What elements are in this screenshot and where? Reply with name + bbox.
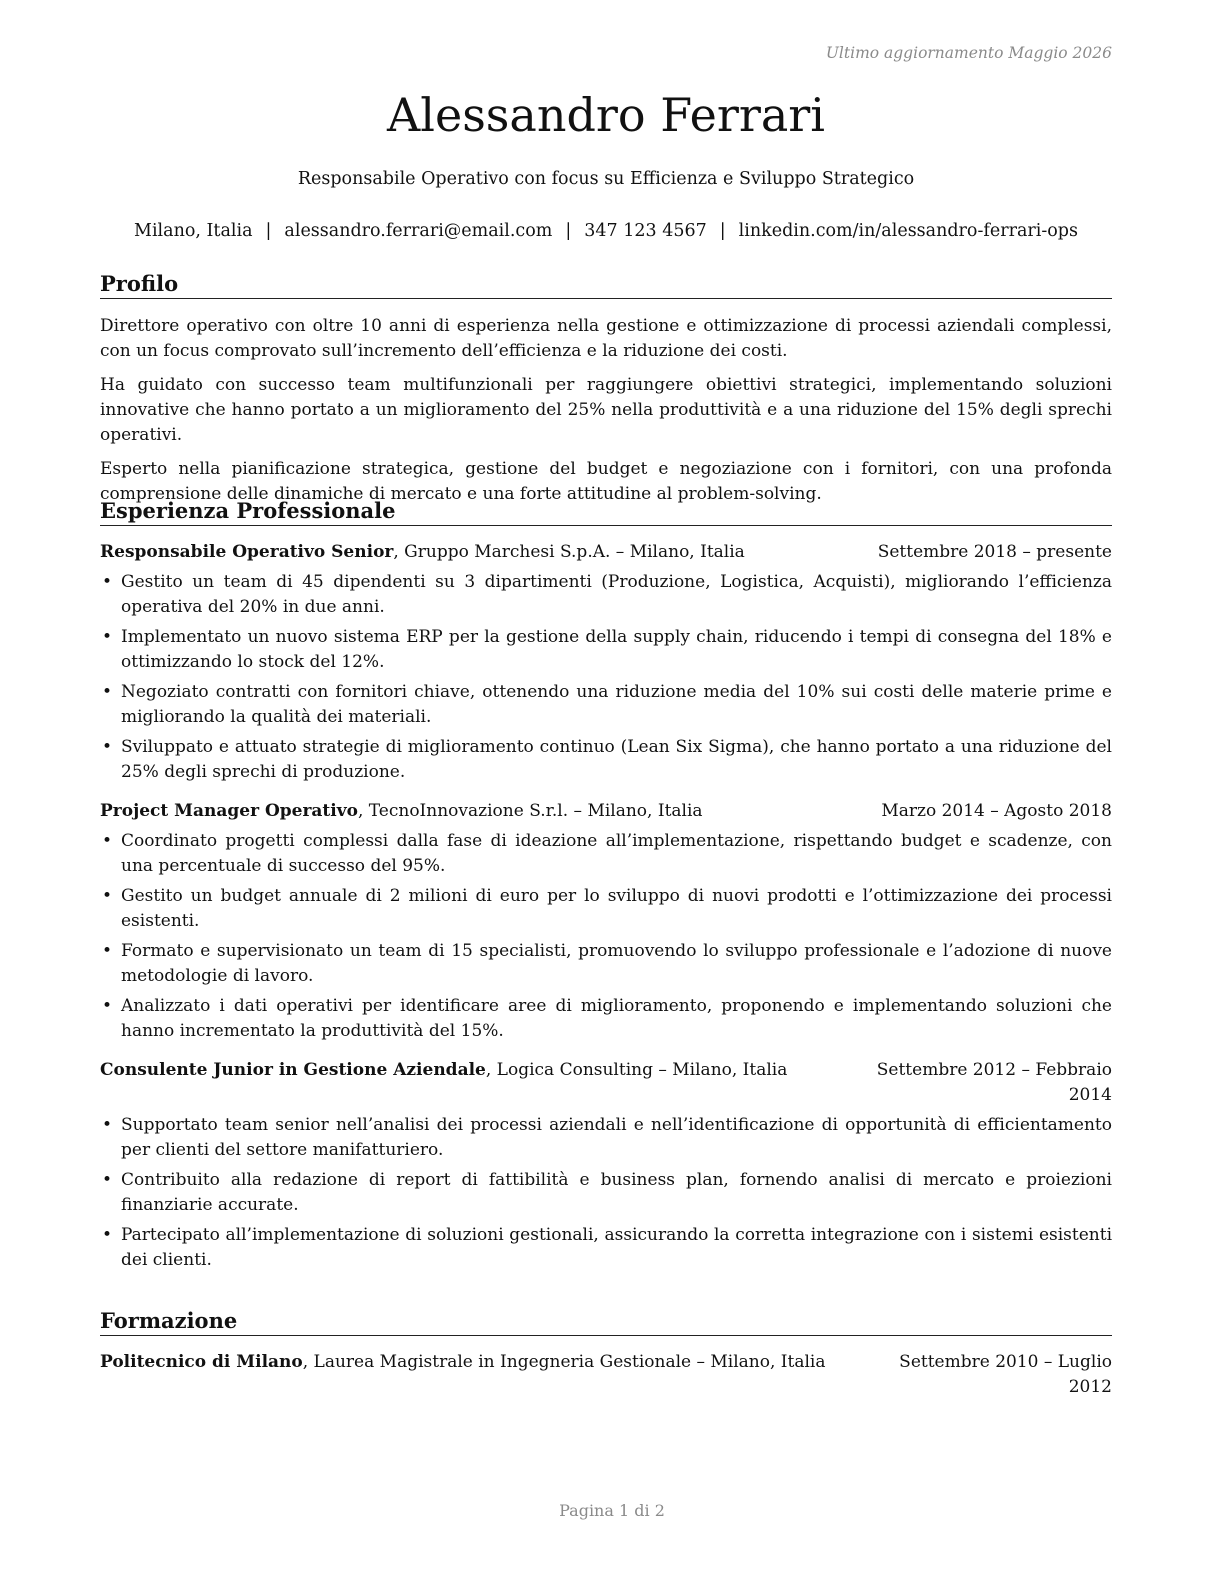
profile-paragraph: Ha guidato con successo team multifunzionali per raggiungere obiettivi strategici, implementando soluzioni innovative che hanno portato a un miglioramento del 25% nella produttività e a una riduzione del 15% degli sprechi operativi. (100, 375, 1112, 445)
education-degree: , Laurea Magistrale in Ingegneria Gestionale – Milano, Italia (302, 1352, 826, 1372)
job-dates: Marzo 2014 – Agosto 2018 (881, 801, 1112, 821)
list-item (100, 1168, 1112, 1218)
education-title-line (100, 1350, 825, 1400)
list-item (100, 829, 1112, 879)
job-title-line (100, 799, 703, 824)
contact-location: Milano, Italia (134, 221, 253, 241)
experience-section (100, 497, 1112, 1278)
list-item (100, 994, 1112, 1044)
bullet-icon: • (102, 1115, 113, 1135)
bullet-text: Analizzato i dati operativi per identificare aree di miglioramento, proponendo e implementando soluzioni che hanno incrementato la produttività del 15%. (121, 996, 1112, 1041)
bullet-icon: • (102, 1225, 113, 1245)
bullet-icon: • (102, 682, 113, 702)
education-header (100, 1350, 1112, 1400)
list-item (100, 939, 1112, 989)
bullet-text: Gestito un budget annuale di 2 milioni di euro per lo sviluppo di nuovi prodotti e l’ottimizzazione dei processi esistenti. (121, 886, 1112, 931)
candidate-name: Alessandro Ferrari (387, 88, 825, 142)
education-section (100, 1307, 1112, 1400)
list-item (100, 735, 1112, 785)
contact-line (100, 219, 1112, 243)
education-school: Politecnico di Milano (100, 1352, 303, 1372)
list-item (100, 680, 1112, 730)
contact-separator: | (565, 221, 572, 241)
bullet-text: Gestito un team di 45 dipendenti su 3 dipartimenti (Produzione, Logistica, Acquisti), migliorando l’efficienza operativa del 20% in due anni. (121, 572, 1112, 617)
list-item (100, 884, 1112, 934)
bullet-text: Supportato team senior nell’analisi dei processi aziendali e nell’identificazione di opportunità di efficientamento per clienti del settore manifatturiero. (121, 1115, 1112, 1160)
job-bullets (100, 1113, 1112, 1273)
job-header (100, 540, 1112, 565)
job-header (100, 799, 1112, 824)
list-item (100, 570, 1112, 620)
bullet-icon: • (102, 572, 113, 592)
last-updated-note: Ultimo aggiornamento Maggio 2026 (825, 44, 1112, 62)
job-role: Consulente Junior in Gestione Aziendale (100, 1060, 486, 1080)
job-title-line (100, 1058, 787, 1108)
job-company: , Logica Consulting – Milano, Italia (485, 1060, 788, 1080)
list-item (100, 1223, 1112, 1273)
job-dates: Settembre 2018 – presente (877, 542, 1112, 562)
bullet-text: Formato e supervisionato un team di 15 specialisti, promuovendo lo sviluppo professionale e l’adozione di nuove metodologie di lavoro. (121, 941, 1112, 986)
section-title-experience: Esperienza Professionale (100, 497, 1112, 526)
page-number: Pagina 1 di 2 (559, 1501, 665, 1520)
contact-linkedin[interactable]: linkedin.com/in/alessandro-ferrari-ops (738, 221, 1078, 241)
job-entry (100, 1058, 1112, 1273)
education-entry (100, 1350, 1112, 1400)
contact-separator: | (719, 221, 726, 241)
candidate-tagline: Responsabile Operativo con focus su Efficienza e Sviluppo Strategico (297, 169, 915, 189)
contact-separator: | (265, 221, 272, 241)
job-title-line (100, 540, 745, 565)
job-dates: Settembre 2012 – Febbraio 2014 (876, 1060, 1112, 1105)
job-header (100, 1058, 1112, 1108)
job-bullets (100, 570, 1112, 785)
contact-email[interactable]: alessandro.ferrari@email.com (284, 221, 553, 241)
bullet-icon: • (102, 941, 113, 961)
job-bullets (100, 829, 1112, 1044)
bullet-icon: • (102, 627, 113, 647)
bullet-text: Implementato un nuovo sistema ERP per la gestione della supply chain, riducendo i tempi di consegna del 18% e ottimizzando lo stock del 12%. (121, 627, 1112, 672)
list-item (100, 1113, 1112, 1163)
bullet-icon: • (102, 1170, 113, 1190)
bullet-icon: • (102, 831, 113, 851)
job-company: , Gruppo Marchesi S.p.A. – Milano, Italia (393, 542, 745, 562)
section-title-profile: Profilo (100, 270, 1112, 299)
contact-phone: 347 123 4567 (584, 221, 707, 241)
section-title-education: Formazione (100, 1307, 1112, 1336)
bullet-text: Partecipato all’implementazione di soluzioni gestionali, assicurando la corretta integrazione con i sistemi esistenti dei clienti. (121, 1225, 1112, 1270)
bullet-icon: • (102, 737, 113, 757)
bullet-text: Sviluppato e attuato strategie di miglioramento continuo (Lean Six Sigma), che hanno portato a una riduzione del 25% degli sprechi di produzione. (121, 737, 1112, 782)
bullet-icon: • (102, 996, 113, 1016)
bullet-text: Negoziato contratti con fornitori chiave, ottenendo una riduzione media del 10% sui costi delle materie prime e migliorando la qualità dei materiali. (121, 682, 1112, 727)
profile-section (100, 270, 1112, 507)
bullet-text: Contribuito alla redazione di report di fattibilità e business plan, fornendo analisi di mercato e proiezioni finanziarie accurate. (121, 1170, 1112, 1215)
education-dates: Settembre 2010 – Luglio 2012 (899, 1352, 1112, 1397)
job-role: Project Manager Operativo (100, 801, 358, 821)
job-entry (100, 540, 1112, 785)
job-entry (100, 799, 1112, 1044)
profile-paragraph: Esperto nella pianificazione strategica, gestione del budget e negoziazione con i fornitori, con una profonda comprensione delle dinamiche di mercato e una forte attitudine al problem-solving. (100, 459, 1112, 504)
profile-paragraph: Direttore operativo con oltre 10 anni di esperienza nella gestione e ottimizzazione di processi aziendali complessi, con un focus comprovato sull’incremento dell’efficienza e la riduzione dei costi. (100, 316, 1112, 361)
job-company: , TecnoInnovazione S.r.l. – Milano, Italia (357, 801, 703, 821)
job-role: Responsabile Operativo Senior (100, 542, 394, 562)
list-item (100, 625, 1112, 675)
bullet-text: Coordinato progetti complessi dalla fase di ideazione all’implementazione, rispettando budget e scadenze, con una percentuale di successo del 95%. (121, 831, 1112, 876)
bullet-icon: • (102, 886, 113, 906)
